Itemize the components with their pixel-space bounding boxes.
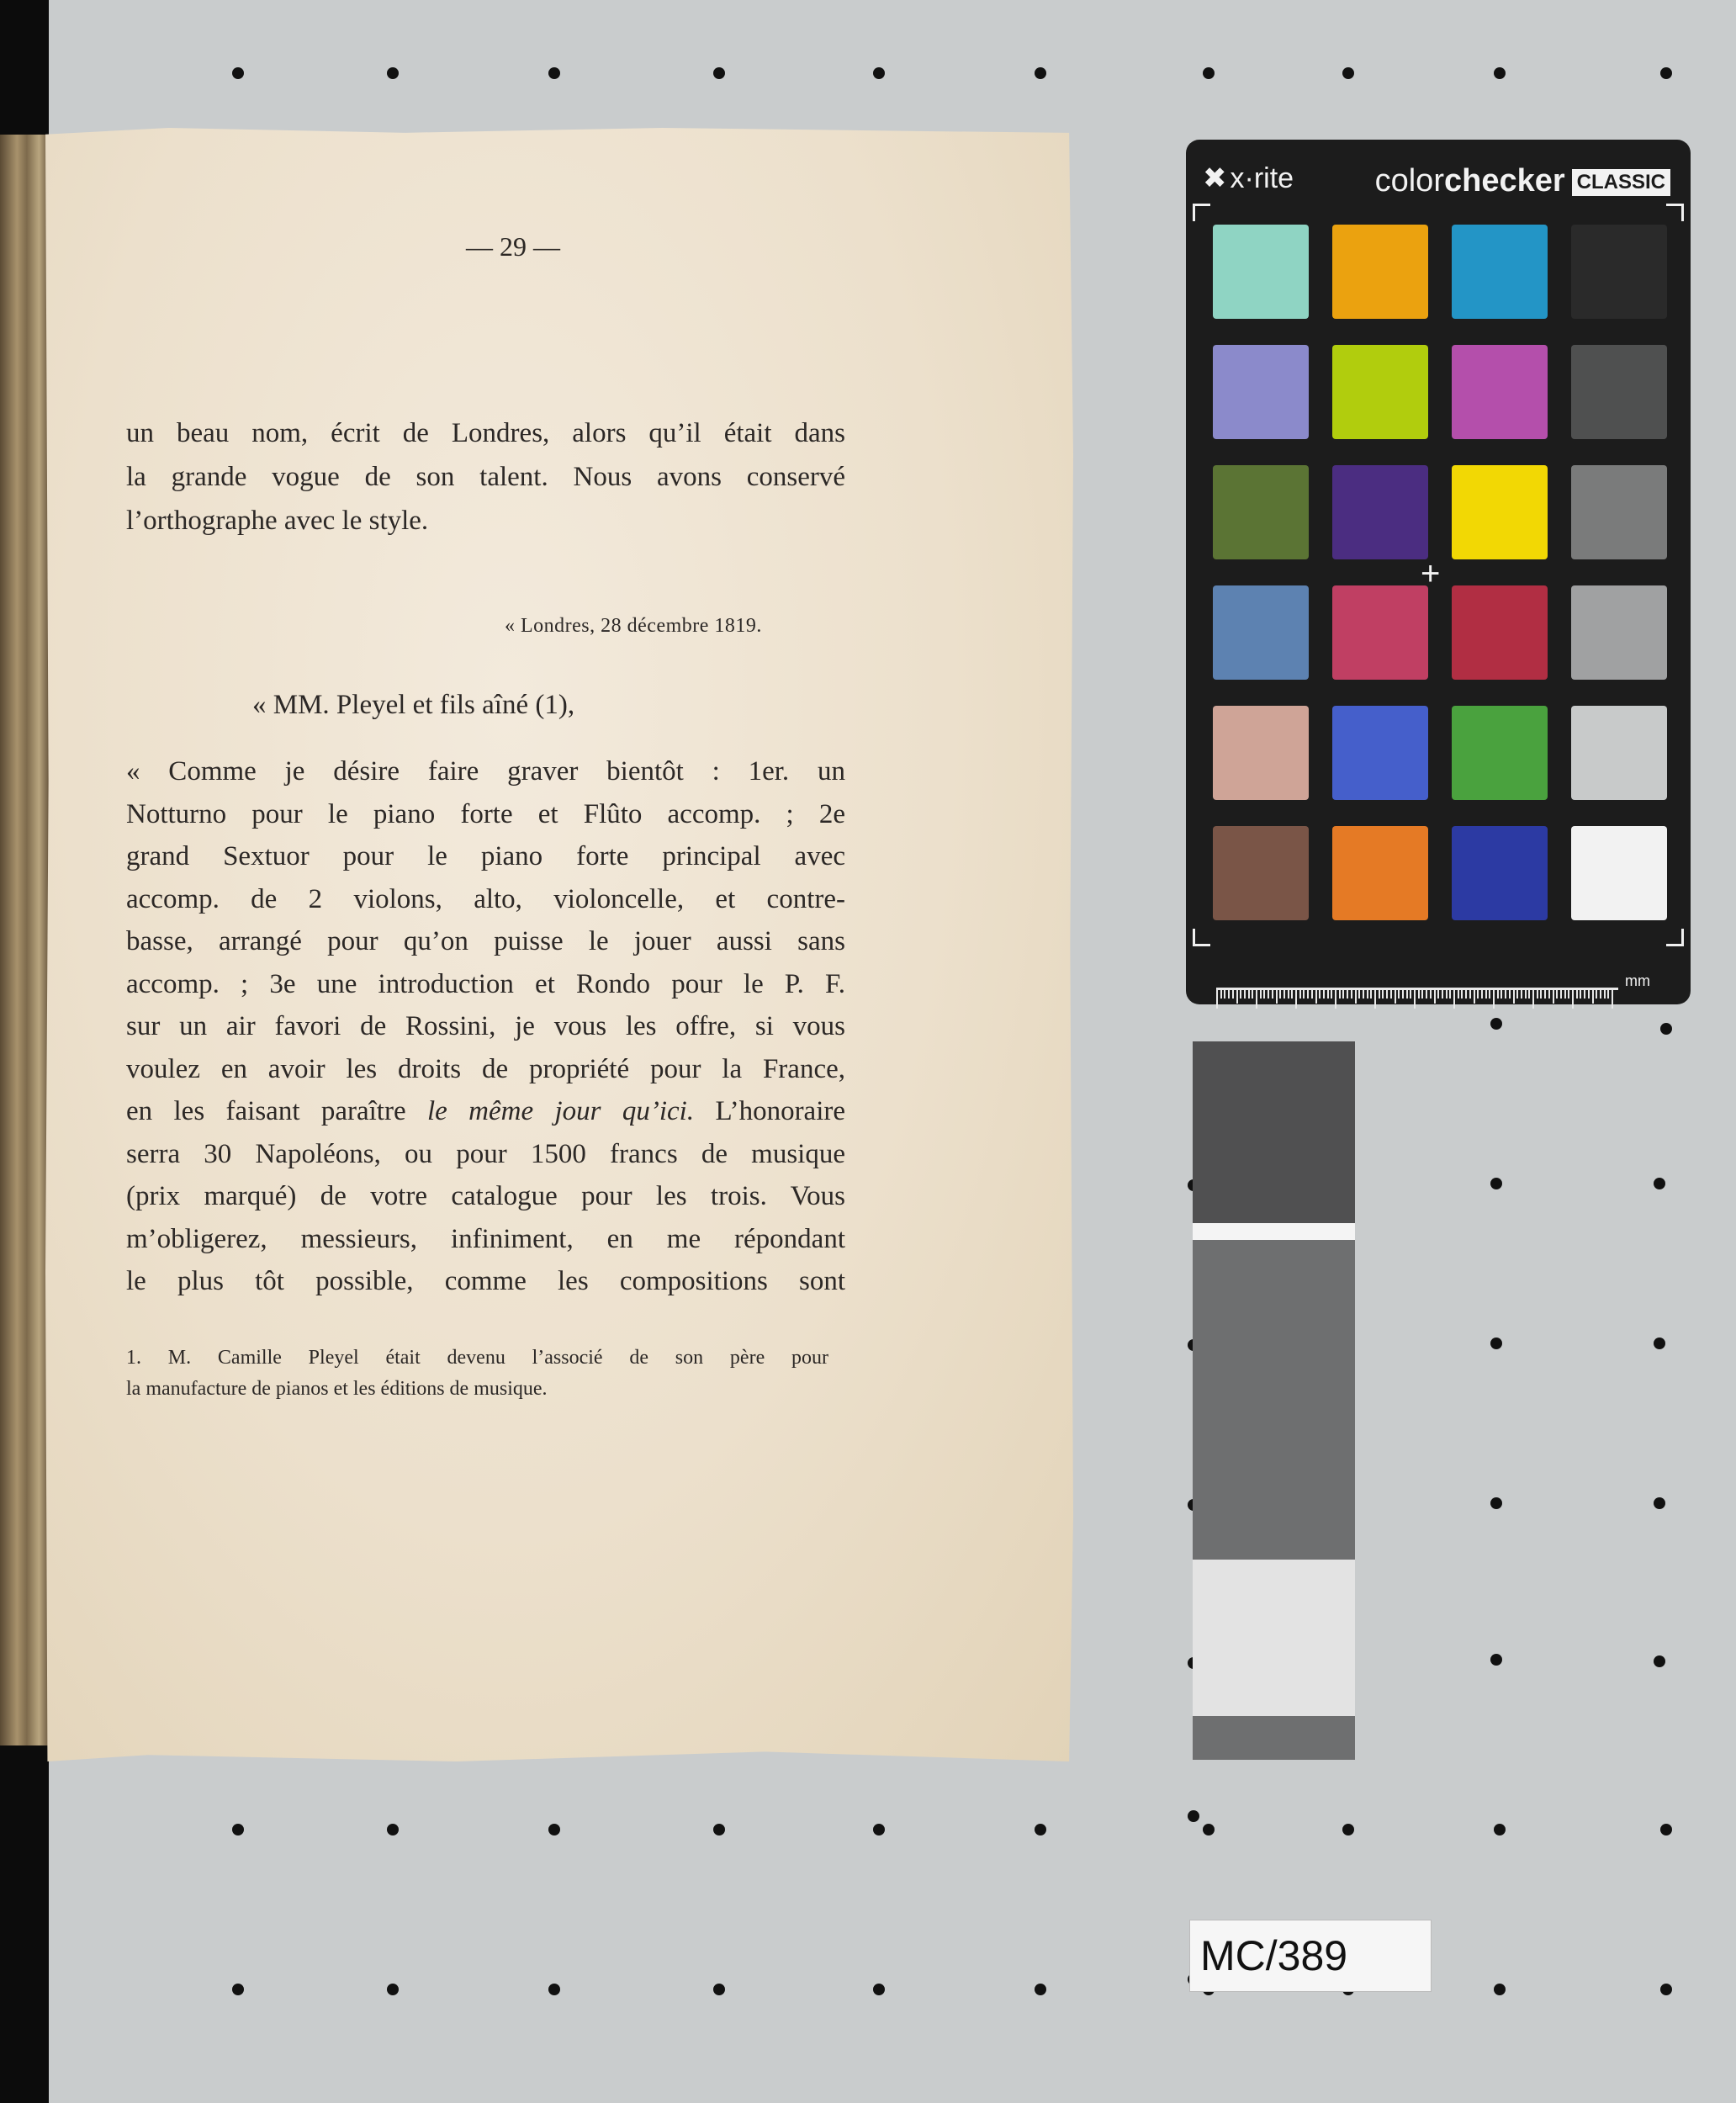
ruler-tick bbox=[1584, 990, 1585, 999]
color-patch bbox=[1452, 585, 1548, 680]
body-line: (prix marqué) de votre catalogue pour les trois. Vous bbox=[126, 1181, 845, 1211]
ruler-tick bbox=[1240, 990, 1241, 999]
ruler-tick bbox=[1525, 990, 1527, 999]
ruler-tick bbox=[1279, 990, 1281, 999]
pegboard-hole bbox=[1035, 1984, 1046, 1995]
color-patch bbox=[1452, 465, 1548, 559]
color-patch bbox=[1332, 345, 1428, 439]
ruler-tick bbox=[1244, 990, 1246, 999]
ruler-tick bbox=[1276, 990, 1278, 1004]
ruler-tick bbox=[1596, 990, 1597, 999]
ruler-tick bbox=[1374, 990, 1376, 1009]
page-number: — 29 — bbox=[466, 231, 560, 262]
ruler-tick bbox=[1513, 990, 1515, 1004]
ruler-tick bbox=[1303, 990, 1305, 999]
ruler-tick bbox=[1528, 990, 1530, 999]
color-patch bbox=[1332, 826, 1428, 920]
ruler-tick bbox=[1311, 990, 1313, 999]
pegboard-hole bbox=[873, 1984, 885, 1995]
pegboard-hole bbox=[1203, 1824, 1215, 1835]
color-patch bbox=[1452, 706, 1548, 800]
ruler-tick bbox=[1232, 990, 1234, 999]
ruler-tick bbox=[1331, 990, 1332, 999]
ruler-tick bbox=[1458, 990, 1459, 999]
ruler-tick bbox=[1291, 990, 1293, 999]
ruler-tick bbox=[1604, 990, 1606, 999]
ruler-tick bbox=[1485, 990, 1487, 999]
ruler-tick bbox=[1580, 990, 1581, 999]
pegboard-hole bbox=[232, 1824, 244, 1835]
ruler-tick bbox=[1386, 990, 1388, 999]
white-divider bbox=[1193, 1223, 1355, 1240]
ruler-tick bbox=[1469, 990, 1471, 999]
gray-light-patch bbox=[1193, 1560, 1355, 1716]
color-patch bbox=[1332, 706, 1428, 800]
ruler-tick bbox=[1355, 990, 1357, 1004]
ruler-tick bbox=[1252, 990, 1253, 999]
color-patch bbox=[1213, 225, 1309, 319]
ruler-tick bbox=[1521, 990, 1522, 999]
ruler-tick bbox=[1263, 990, 1265, 999]
ruler-tick bbox=[1319, 990, 1321, 999]
ruler-tick bbox=[1442, 990, 1443, 999]
gray-dark-patch bbox=[1193, 1041, 1355, 1223]
ruler-tick bbox=[1592, 990, 1594, 1004]
pegboard-hole bbox=[1654, 1655, 1665, 1667]
ruler-tick bbox=[1572, 990, 1574, 1009]
ruler-tick bbox=[1398, 990, 1400, 999]
pegboard-hole bbox=[232, 67, 244, 79]
pegboard-hole bbox=[1490, 1338, 1502, 1349]
ruler-tick bbox=[1481, 990, 1483, 999]
pegboard-hole bbox=[873, 67, 885, 79]
dateline: « Londres, 28 décembre 1819. bbox=[505, 615, 762, 637]
ruler-tick bbox=[1461, 990, 1463, 999]
pegboard-hole bbox=[1035, 1824, 1046, 1835]
color-patch bbox=[1332, 585, 1428, 680]
ruler-tick bbox=[1347, 990, 1348, 999]
color-patch bbox=[1571, 826, 1667, 920]
body-text: en les faisant paraître bbox=[126, 1096, 406, 1126]
ruler-tick bbox=[1335, 990, 1336, 1009]
pegboard-hole bbox=[387, 1984, 399, 1995]
color-patch bbox=[1332, 465, 1428, 559]
xrite-x-icon: ✖ bbox=[1203, 162, 1227, 194]
pegboard-hole bbox=[1490, 1018, 1502, 1030]
corner-mark bbox=[1666, 929, 1684, 946]
pegboard-hole bbox=[548, 67, 560, 79]
pegboard-hole bbox=[1654, 1178, 1665, 1189]
ruler-tick bbox=[1568, 990, 1569, 999]
color-patch bbox=[1452, 345, 1548, 439]
ruler-tick bbox=[1430, 990, 1432, 999]
ruler-tick bbox=[1327, 990, 1329, 999]
ruler-tick bbox=[1248, 990, 1250, 999]
ruler-tick bbox=[1500, 990, 1502, 999]
ruler-tick bbox=[1477, 990, 1479, 999]
pegboard-hole bbox=[1660, 67, 1672, 79]
ruler-tick bbox=[1532, 990, 1534, 1009]
body-line: « Comme je désire faire graver bientôt : 1er. un bbox=[126, 756, 845, 787]
pegboard-hole bbox=[1654, 1497, 1665, 1509]
ruler-tick bbox=[1260, 990, 1262, 999]
ruler-tick bbox=[1288, 990, 1289, 999]
pegboard-hole bbox=[387, 1824, 399, 1835]
footnote-line: la manufacture de pianos et les éditions de musique. bbox=[126, 1378, 548, 1400]
ruler-tick bbox=[1553, 990, 1554, 1004]
ruler-tick bbox=[1564, 990, 1566, 999]
colorchecker-title: colorchecker CLASSIC bbox=[1375, 163, 1670, 199]
pegboard-hole bbox=[1660, 1824, 1672, 1835]
body-line: Notturno pour le piano forte et Flûto accomp. ; 2e bbox=[126, 799, 845, 829]
corner-mark bbox=[1193, 929, 1210, 946]
ruler-tick bbox=[1268, 990, 1269, 999]
ruler-tick bbox=[1342, 990, 1344, 999]
ruler-tick bbox=[1465, 990, 1467, 999]
ruler-tick bbox=[1509, 990, 1511, 999]
footnote-line: 1. M. Camille Pleyel était devenu l’associé de son père pour bbox=[126, 1347, 828, 1369]
color-patch bbox=[1571, 345, 1667, 439]
body-line-italic-mix bbox=[126, 1094, 845, 1128]
body-line: accomp. de 2 violons, alto, violoncelle, et contre- bbox=[126, 884, 845, 914]
pegboard-hole bbox=[1660, 1023, 1672, 1035]
intro-line: l’orthographe avec le style. bbox=[126, 506, 429, 536]
ruler-tick bbox=[1489, 990, 1490, 999]
ruler-tick bbox=[1556, 990, 1558, 999]
ruler-tick bbox=[1256, 990, 1257, 1009]
pegboard-hole bbox=[1660, 1984, 1672, 1995]
ruler-tick bbox=[1426, 990, 1427, 999]
ruler-tick bbox=[1272, 990, 1273, 999]
pegboard-hole bbox=[1342, 1824, 1354, 1835]
body-line: serra 30 Napoléons, ou pour 1500 francs de musique bbox=[126, 1139, 845, 1169]
body-text: L’honoraire bbox=[715, 1096, 846, 1126]
ruler-tick bbox=[1363, 990, 1364, 999]
pegboard-hole bbox=[1490, 1178, 1502, 1189]
pegboard-hole bbox=[873, 1824, 885, 1835]
pegboard-hole bbox=[387, 67, 399, 79]
body-line: sur un air favori de Rossini, je vous les offre, si vous bbox=[126, 1011, 845, 1041]
ruler-tick bbox=[1497, 990, 1499, 999]
ruler-tick bbox=[1560, 990, 1562, 999]
ruler-tick bbox=[1446, 990, 1448, 999]
salutation: « MM. Pleyel et fils aîné (1), bbox=[252, 690, 575, 720]
ruler-tick bbox=[1516, 990, 1518, 999]
gray-scale-strip bbox=[1193, 1041, 1355, 1716]
color-patch bbox=[1571, 465, 1667, 559]
pegboard-hole bbox=[1654, 1338, 1665, 1349]
ruler-tick bbox=[1449, 990, 1451, 999]
ruler-tick bbox=[1537, 990, 1538, 999]
pegboard-hole bbox=[1494, 67, 1506, 79]
intro-line: la grande vogue de son talent. Nous avons conservé bbox=[126, 462, 845, 492]
color-patch bbox=[1452, 826, 1548, 920]
ruler-tick bbox=[1607, 990, 1609, 999]
ruler-tick bbox=[1453, 990, 1455, 1009]
ruler-tick bbox=[1437, 990, 1439, 999]
ruler-tick bbox=[1588, 990, 1590, 999]
color-patch bbox=[1213, 345, 1309, 439]
ruler-tick bbox=[1382, 990, 1384, 999]
body-line: basse, arrangé pour qu’on puisse le jouer aussi sans bbox=[126, 926, 845, 956]
ruler-tick bbox=[1493, 990, 1495, 1009]
pegboard-hole bbox=[1035, 67, 1046, 79]
ruler-tick bbox=[1307, 990, 1309, 999]
mm-ruler bbox=[1216, 988, 1618, 1009]
ruler-tick bbox=[1370, 990, 1372, 999]
pegboard-hole bbox=[1342, 67, 1354, 79]
ruler-tick bbox=[1421, 990, 1423, 999]
ruler-tick bbox=[1351, 990, 1352, 999]
color-patch bbox=[1452, 225, 1548, 319]
ruler-tick bbox=[1323, 990, 1325, 999]
italic-phrase: le même jour qu’ici. bbox=[426, 1096, 695, 1126]
body-line: le plus tôt possible, comme les compositions sont bbox=[126, 1266, 845, 1296]
pegboard-hole bbox=[548, 1824, 560, 1835]
center-crosshair-icon: + bbox=[1421, 555, 1441, 592]
ruler-tick bbox=[1600, 990, 1601, 999]
ruler-tick bbox=[1390, 990, 1392, 999]
color-patch bbox=[1571, 585, 1667, 680]
ruler-tick bbox=[1434, 990, 1436, 1004]
ruler-tick bbox=[1367, 990, 1368, 999]
ruler-tick bbox=[1474, 990, 1475, 1004]
ruler-tick bbox=[1236, 990, 1238, 1004]
classic-badge: CLASSIC bbox=[1572, 169, 1670, 196]
ruler-tick bbox=[1505, 990, 1506, 999]
pegboard-hole bbox=[1490, 1497, 1502, 1509]
color-patch bbox=[1571, 706, 1667, 800]
color-patch bbox=[1213, 826, 1309, 920]
corner-mark bbox=[1193, 204, 1210, 221]
ruler-tick bbox=[1339, 990, 1341, 999]
ruler-tick bbox=[1228, 990, 1230, 999]
ruler-tick bbox=[1418, 990, 1420, 999]
archive-label: MC/389 bbox=[1189, 1920, 1432, 1992]
ruler-unit: mm bbox=[1625, 972, 1650, 989]
color-patch bbox=[1571, 225, 1667, 319]
ruler-tick bbox=[1402, 990, 1404, 999]
intro-line: un beau nom, écrit de Londres, alors qu’il était dans bbox=[126, 418, 845, 448]
ruler-tick bbox=[1414, 990, 1416, 1009]
color-patch bbox=[1213, 465, 1309, 559]
ruler-tick bbox=[1220, 990, 1222, 999]
ruler-tick bbox=[1612, 990, 1613, 1009]
ruler-tick bbox=[1410, 990, 1411, 999]
ruler-tick bbox=[1544, 990, 1546, 999]
pegboard-hole bbox=[713, 1984, 725, 1995]
pegboard-hole bbox=[1203, 67, 1215, 79]
pegboard-hole bbox=[1494, 1824, 1506, 1835]
ruler-tick bbox=[1576, 990, 1578, 999]
corner-mark bbox=[1666, 204, 1684, 221]
color-patch bbox=[1213, 585, 1309, 680]
book-page-edges bbox=[0, 135, 49, 1745]
color-patch bbox=[1213, 706, 1309, 800]
pegboard-hole bbox=[232, 1984, 244, 1995]
pegboard-hole bbox=[1494, 1984, 1506, 1995]
pegboard-hole bbox=[713, 67, 725, 79]
ruler-tick bbox=[1295, 990, 1297, 1009]
color-checker-card bbox=[1186, 140, 1691, 1004]
body-line: voulez en avoir les droits de propriété pour la France, bbox=[126, 1054, 845, 1084]
ruler-tick bbox=[1224, 990, 1225, 999]
pegboard-hole bbox=[1490, 1654, 1502, 1666]
pegboard-hole bbox=[713, 1824, 725, 1835]
ruler-tick bbox=[1540, 990, 1542, 999]
ruler-tick bbox=[1395, 990, 1396, 1004]
ruler-tick bbox=[1548, 990, 1550, 999]
xrite-logo: ✖ x·rite bbox=[1203, 162, 1294, 194]
body-line: accomp. ; 3e une introduction et Rondo pour le P. F. bbox=[126, 969, 845, 999]
pegboard-hole bbox=[1188, 1810, 1199, 1822]
body-line: grand Sextuor pour le piano forte principal avec bbox=[126, 841, 845, 871]
ruler-tick bbox=[1216, 990, 1218, 1009]
body-line: m’obligerez, messieurs, infiniment, en me répondant bbox=[126, 1224, 845, 1254]
ruler-tick bbox=[1406, 990, 1408, 999]
ruler-tick bbox=[1299, 990, 1301, 999]
ruler-tick bbox=[1283, 990, 1285, 999]
color-patch bbox=[1332, 225, 1428, 319]
pegboard-hole bbox=[548, 1984, 560, 1995]
ruler-tick bbox=[1379, 990, 1380, 999]
ruler-tick bbox=[1358, 990, 1360, 999]
ruler-tick bbox=[1315, 990, 1317, 1004]
